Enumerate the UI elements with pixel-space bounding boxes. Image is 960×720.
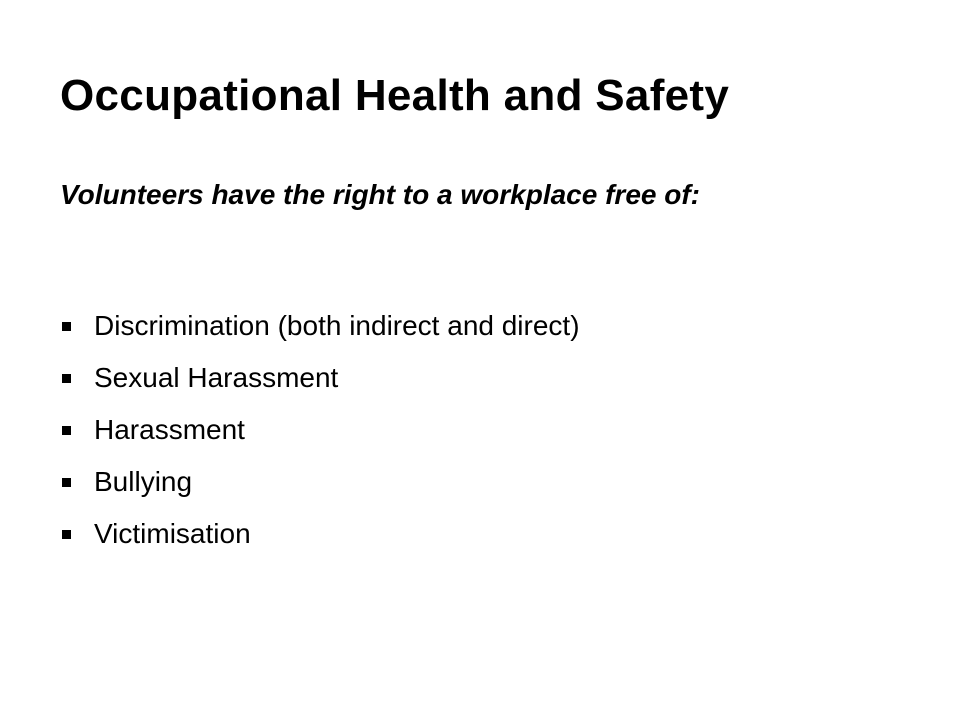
square-bullet-icon bbox=[62, 426, 71, 435]
bullet-list bbox=[60, 300, 880, 560]
bullet-item-harassment bbox=[60, 404, 880, 456]
bullet-item-bullying bbox=[60, 456, 880, 508]
bullet-text: Sexual Harassment bbox=[94, 362, 339, 393]
slide-title: Occupational Health and Safety bbox=[60, 71, 730, 120]
square-bullet-icon bbox=[62, 478, 71, 487]
square-bullet-icon bbox=[62, 530, 71, 539]
slide-subtitle: Volunteers have the right to a workplace free of: bbox=[60, 179, 700, 210]
bullet-text: Victimisation bbox=[94, 518, 251, 549]
bullet-item-sexual-harassment bbox=[60, 352, 880, 404]
bullet-text: Bullying bbox=[94, 466, 193, 497]
square-bullet-icon bbox=[62, 374, 71, 383]
square-bullet-icon bbox=[62, 322, 71, 331]
bullet-text: Discrimination (both indirect and direct) bbox=[94, 310, 580, 341]
bullet-item-discrimination bbox=[60, 300, 880, 352]
bullet-item-victimisation bbox=[60, 508, 880, 560]
bullet-text: Harassment bbox=[94, 414, 245, 445]
